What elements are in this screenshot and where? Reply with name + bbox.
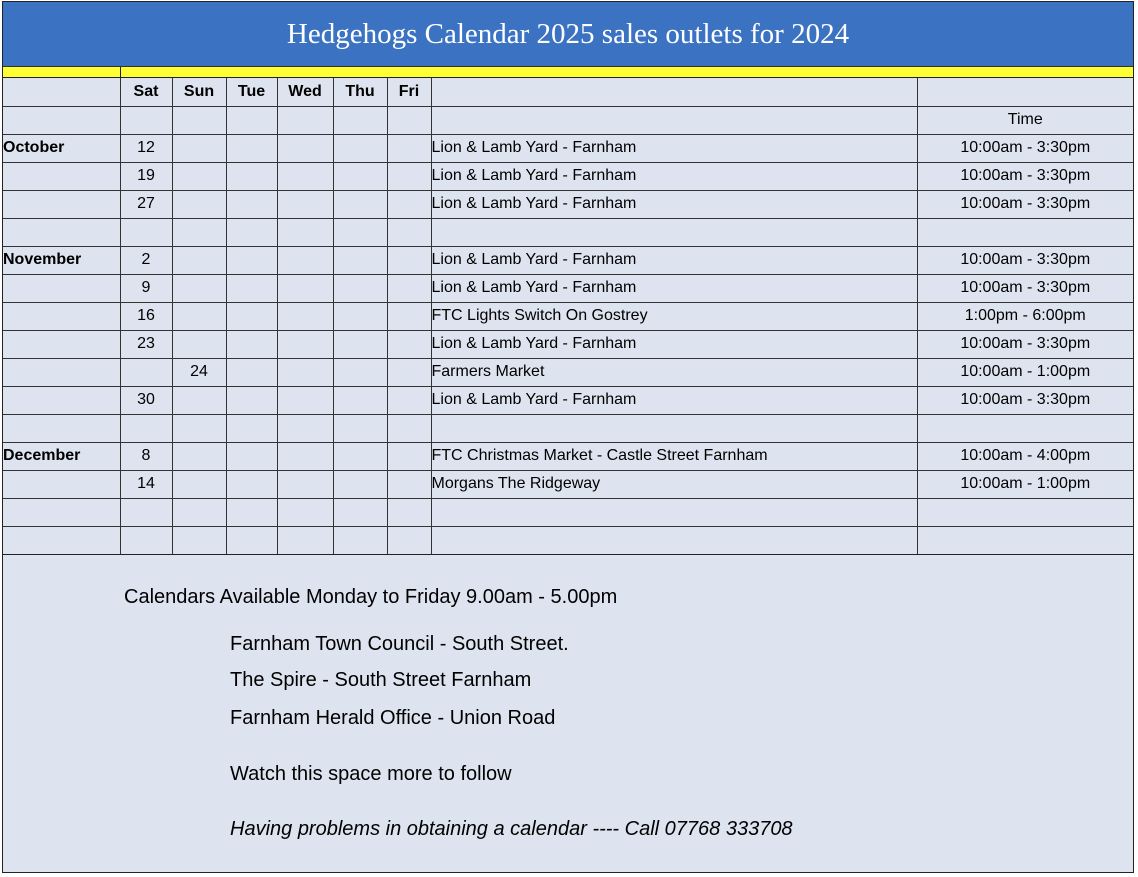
time-cell: 10:00am - 3:30pm — [917, 274, 1133, 302]
sat-cell: 27 — [120, 190, 172, 218]
wed-cell — [277, 414, 333, 442]
time-cell: 10:00am - 3:30pm — [917, 134, 1133, 162]
thu-cell — [333, 134, 387, 162]
wed-cell — [277, 526, 333, 554]
fri-cell — [387, 218, 431, 246]
venue-cell: Lion & Lamb Yard - Farnham — [431, 246, 917, 274]
schedule-row — [3, 358, 1133, 386]
fri-cell — [387, 302, 431, 330]
schedule-row — [3, 274, 1133, 302]
header-thu: Thu — [333, 78, 387, 106]
sat-cell: 14 — [120, 470, 172, 498]
sat-cell: 30 — [120, 386, 172, 414]
month-cell — [3, 330, 120, 358]
sat-cell: 8 — [120, 442, 172, 470]
sun-cell — [172, 442, 226, 470]
thu-cell — [333, 442, 387, 470]
thu-cell — [333, 498, 387, 526]
sun-cell — [172, 302, 226, 330]
thu-cell — [333, 358, 387, 386]
fri-cell — [387, 162, 431, 190]
thu-cell — [333, 386, 387, 414]
thu-cell — [333, 246, 387, 274]
sun-cell — [172, 218, 226, 246]
fri-cell — [387, 358, 431, 386]
venue-cell: Lion & Lamb Yard - Farnham — [431, 386, 917, 414]
venue-cell — [431, 218, 917, 246]
outlet-item: Farnham Herald Office - Union Road — [230, 707, 556, 729]
wed-cell — [277, 386, 333, 414]
time-cell: 10:00am - 1:00pm — [917, 358, 1133, 386]
sat-cell — [120, 414, 172, 442]
contact-note: Having problems in obtaining a calendar ---- Call 07768 333708 — [230, 818, 793, 840]
time-cell: 10:00am - 3:30pm — [917, 330, 1133, 358]
fri-cell — [387, 498, 431, 526]
sun-cell — [172, 162, 226, 190]
venue-cell: Farmers Market — [431, 358, 917, 386]
schedule-row — [3, 386, 1133, 414]
thu-cell — [333, 190, 387, 218]
wed-cell — [277, 134, 333, 162]
time-cell — [917, 218, 1133, 246]
tue-cell — [226, 274, 277, 302]
header-sat: Sat — [120, 78, 172, 106]
sat-cell: 16 — [120, 302, 172, 330]
time-cell: 10:00am - 3:30pm — [917, 190, 1133, 218]
venue-cell: Morgans The Ridgeway — [431, 470, 917, 498]
venue-cell — [431, 414, 917, 442]
header-venue — [431, 78, 917, 106]
month-cell — [3, 386, 120, 414]
thu-cell — [333, 414, 387, 442]
schedule-row — [3, 470, 1133, 498]
tue-cell — [226, 442, 277, 470]
time-header-row — [3, 106, 1133, 134]
sun-cell — [172, 330, 226, 358]
sun-cell — [172, 274, 226, 302]
wed-cell — [277, 162, 333, 190]
month-cell — [3, 218, 120, 246]
outlet-item: The Spire - South Street Farnham — [230, 669, 532, 691]
wed-cell — [277, 330, 333, 358]
wed-cell — [277, 302, 333, 330]
fri-cell — [387, 134, 431, 162]
fri-cell — [387, 442, 431, 470]
sun-cell — [172, 526, 226, 554]
venue-cell: Lion & Lamb Yard - Farnham — [431, 134, 917, 162]
tue-cell — [226, 162, 277, 190]
month-cell — [3, 190, 120, 218]
venue-cell: FTC Christmas Market - Castle Street Farnham — [431, 442, 917, 470]
wed-cell — [277, 190, 333, 218]
venue-cell — [431, 498, 917, 526]
thu-cell — [333, 162, 387, 190]
schedule-row — [3, 414, 1133, 442]
sun-cell: 24 — [172, 358, 226, 386]
wed-cell — [277, 442, 333, 470]
schedule-row — [3, 162, 1133, 190]
fri-cell — [387, 274, 431, 302]
outlet-item: Farnham Town Council - South Street. — [230, 633, 569, 655]
fri-cell — [387, 190, 431, 218]
schedule-row — [3, 302, 1133, 330]
fri-cell — [387, 526, 431, 554]
schedule-row — [3, 442, 1133, 470]
tue-cell — [226, 330, 277, 358]
schedule-table — [3, 78, 1133, 555]
month-cell — [3, 274, 120, 302]
tue-cell — [226, 526, 277, 554]
sat-cell — [120, 526, 172, 554]
time-cell: 10:00am - 4:00pm — [917, 442, 1133, 470]
month-cell — [3, 358, 120, 386]
more-note: Watch this space more to follow — [230, 763, 512, 785]
sat-cell — [120, 498, 172, 526]
header-time: Time — [917, 106, 1133, 134]
thu-cell — [333, 526, 387, 554]
schedule-row — [3, 526, 1133, 554]
tue-cell — [226, 134, 277, 162]
tue-cell — [226, 246, 277, 274]
sun-cell — [172, 414, 226, 442]
schedule-row — [3, 134, 1133, 162]
venue-cell: Lion & Lamb Yard - Farnham — [431, 330, 917, 358]
thu-cell — [333, 218, 387, 246]
availability-note: Calendars Available Monday to Friday 9.00am - 5.00pm — [124, 586, 618, 608]
fri-cell — [387, 330, 431, 358]
wed-cell — [277, 470, 333, 498]
thu-cell — [333, 470, 387, 498]
tue-cell — [226, 302, 277, 330]
wed-cell — [277, 218, 333, 246]
sun-cell — [172, 498, 226, 526]
month-cell — [3, 526, 120, 554]
schedule-row — [3, 190, 1133, 218]
thu-cell — [333, 330, 387, 358]
month-cell: December — [3, 442, 120, 470]
sun-cell — [172, 190, 226, 218]
calendar-sheet — [2, 1, 1134, 873]
wed-cell — [277, 498, 333, 526]
tue-cell — [226, 414, 277, 442]
header-month — [3, 78, 120, 106]
month-cell — [3, 470, 120, 498]
wed-cell — [277, 246, 333, 274]
venue-cell: Lion & Lamb Yard - Farnham — [431, 162, 917, 190]
sun-cell — [172, 386, 226, 414]
tue-cell — [226, 190, 277, 218]
tue-cell — [226, 470, 277, 498]
thu-cell — [333, 302, 387, 330]
month-cell — [3, 162, 120, 190]
month-cell: November — [3, 246, 120, 274]
bar-divider — [120, 67, 121, 77]
month-cell: October — [3, 134, 120, 162]
sat-cell: 9 — [120, 274, 172, 302]
yellow-divider-bar — [3, 67, 1133, 78]
venue-cell: FTC Lights Switch On Gostrey — [431, 302, 917, 330]
fri-cell — [387, 386, 431, 414]
sat-cell: 2 — [120, 246, 172, 274]
header-wed: Wed — [277, 78, 333, 106]
time-cell — [917, 414, 1133, 442]
header-row — [3, 78, 1133, 106]
venue-cell — [431, 526, 917, 554]
header-time-blank — [917, 78, 1133, 106]
sat-cell — [120, 218, 172, 246]
wed-cell — [277, 358, 333, 386]
venue-cell: Lion & Lamb Yard - Farnham — [431, 274, 917, 302]
schedule-row — [3, 330, 1133, 358]
fri-cell — [387, 470, 431, 498]
tue-cell — [226, 358, 277, 386]
time-cell: 10:00am - 3:30pm — [917, 162, 1133, 190]
month-cell — [3, 302, 120, 330]
time-cell: 10:00am - 3:30pm — [917, 386, 1133, 414]
sun-cell — [172, 134, 226, 162]
time-cell: 10:00am - 3:30pm — [917, 246, 1133, 274]
time-cell — [917, 498, 1133, 526]
sat-cell: 12 — [120, 134, 172, 162]
sun-cell — [172, 246, 226, 274]
page-title: Hedgehogs Calendar 2025 sales outlets for 2024 — [3, 2, 1133, 67]
tue-cell — [226, 218, 277, 246]
tue-cell — [226, 498, 277, 526]
fri-cell — [387, 246, 431, 274]
fri-cell — [387, 414, 431, 442]
schedule-row — [3, 246, 1133, 274]
time-cell — [917, 526, 1133, 554]
thu-cell — [333, 274, 387, 302]
wed-cell — [277, 274, 333, 302]
time-cell: 10:00am - 1:00pm — [917, 470, 1133, 498]
tue-cell — [226, 386, 277, 414]
schedule-row — [3, 498, 1133, 526]
sat-cell: 19 — [120, 162, 172, 190]
sat-cell: 23 — [120, 330, 172, 358]
sun-cell — [172, 470, 226, 498]
schedule-row — [3, 218, 1133, 246]
header-tue: Tue — [226, 78, 277, 106]
header-fri: Fri — [387, 78, 431, 106]
header-sun: Sun — [172, 78, 226, 106]
sat-cell — [120, 358, 172, 386]
time-cell: 1:00pm - 6:00pm — [917, 302, 1133, 330]
venue-cell: Lion & Lamb Yard - Farnham — [431, 190, 917, 218]
month-cell — [3, 414, 120, 442]
month-cell — [3, 498, 120, 526]
